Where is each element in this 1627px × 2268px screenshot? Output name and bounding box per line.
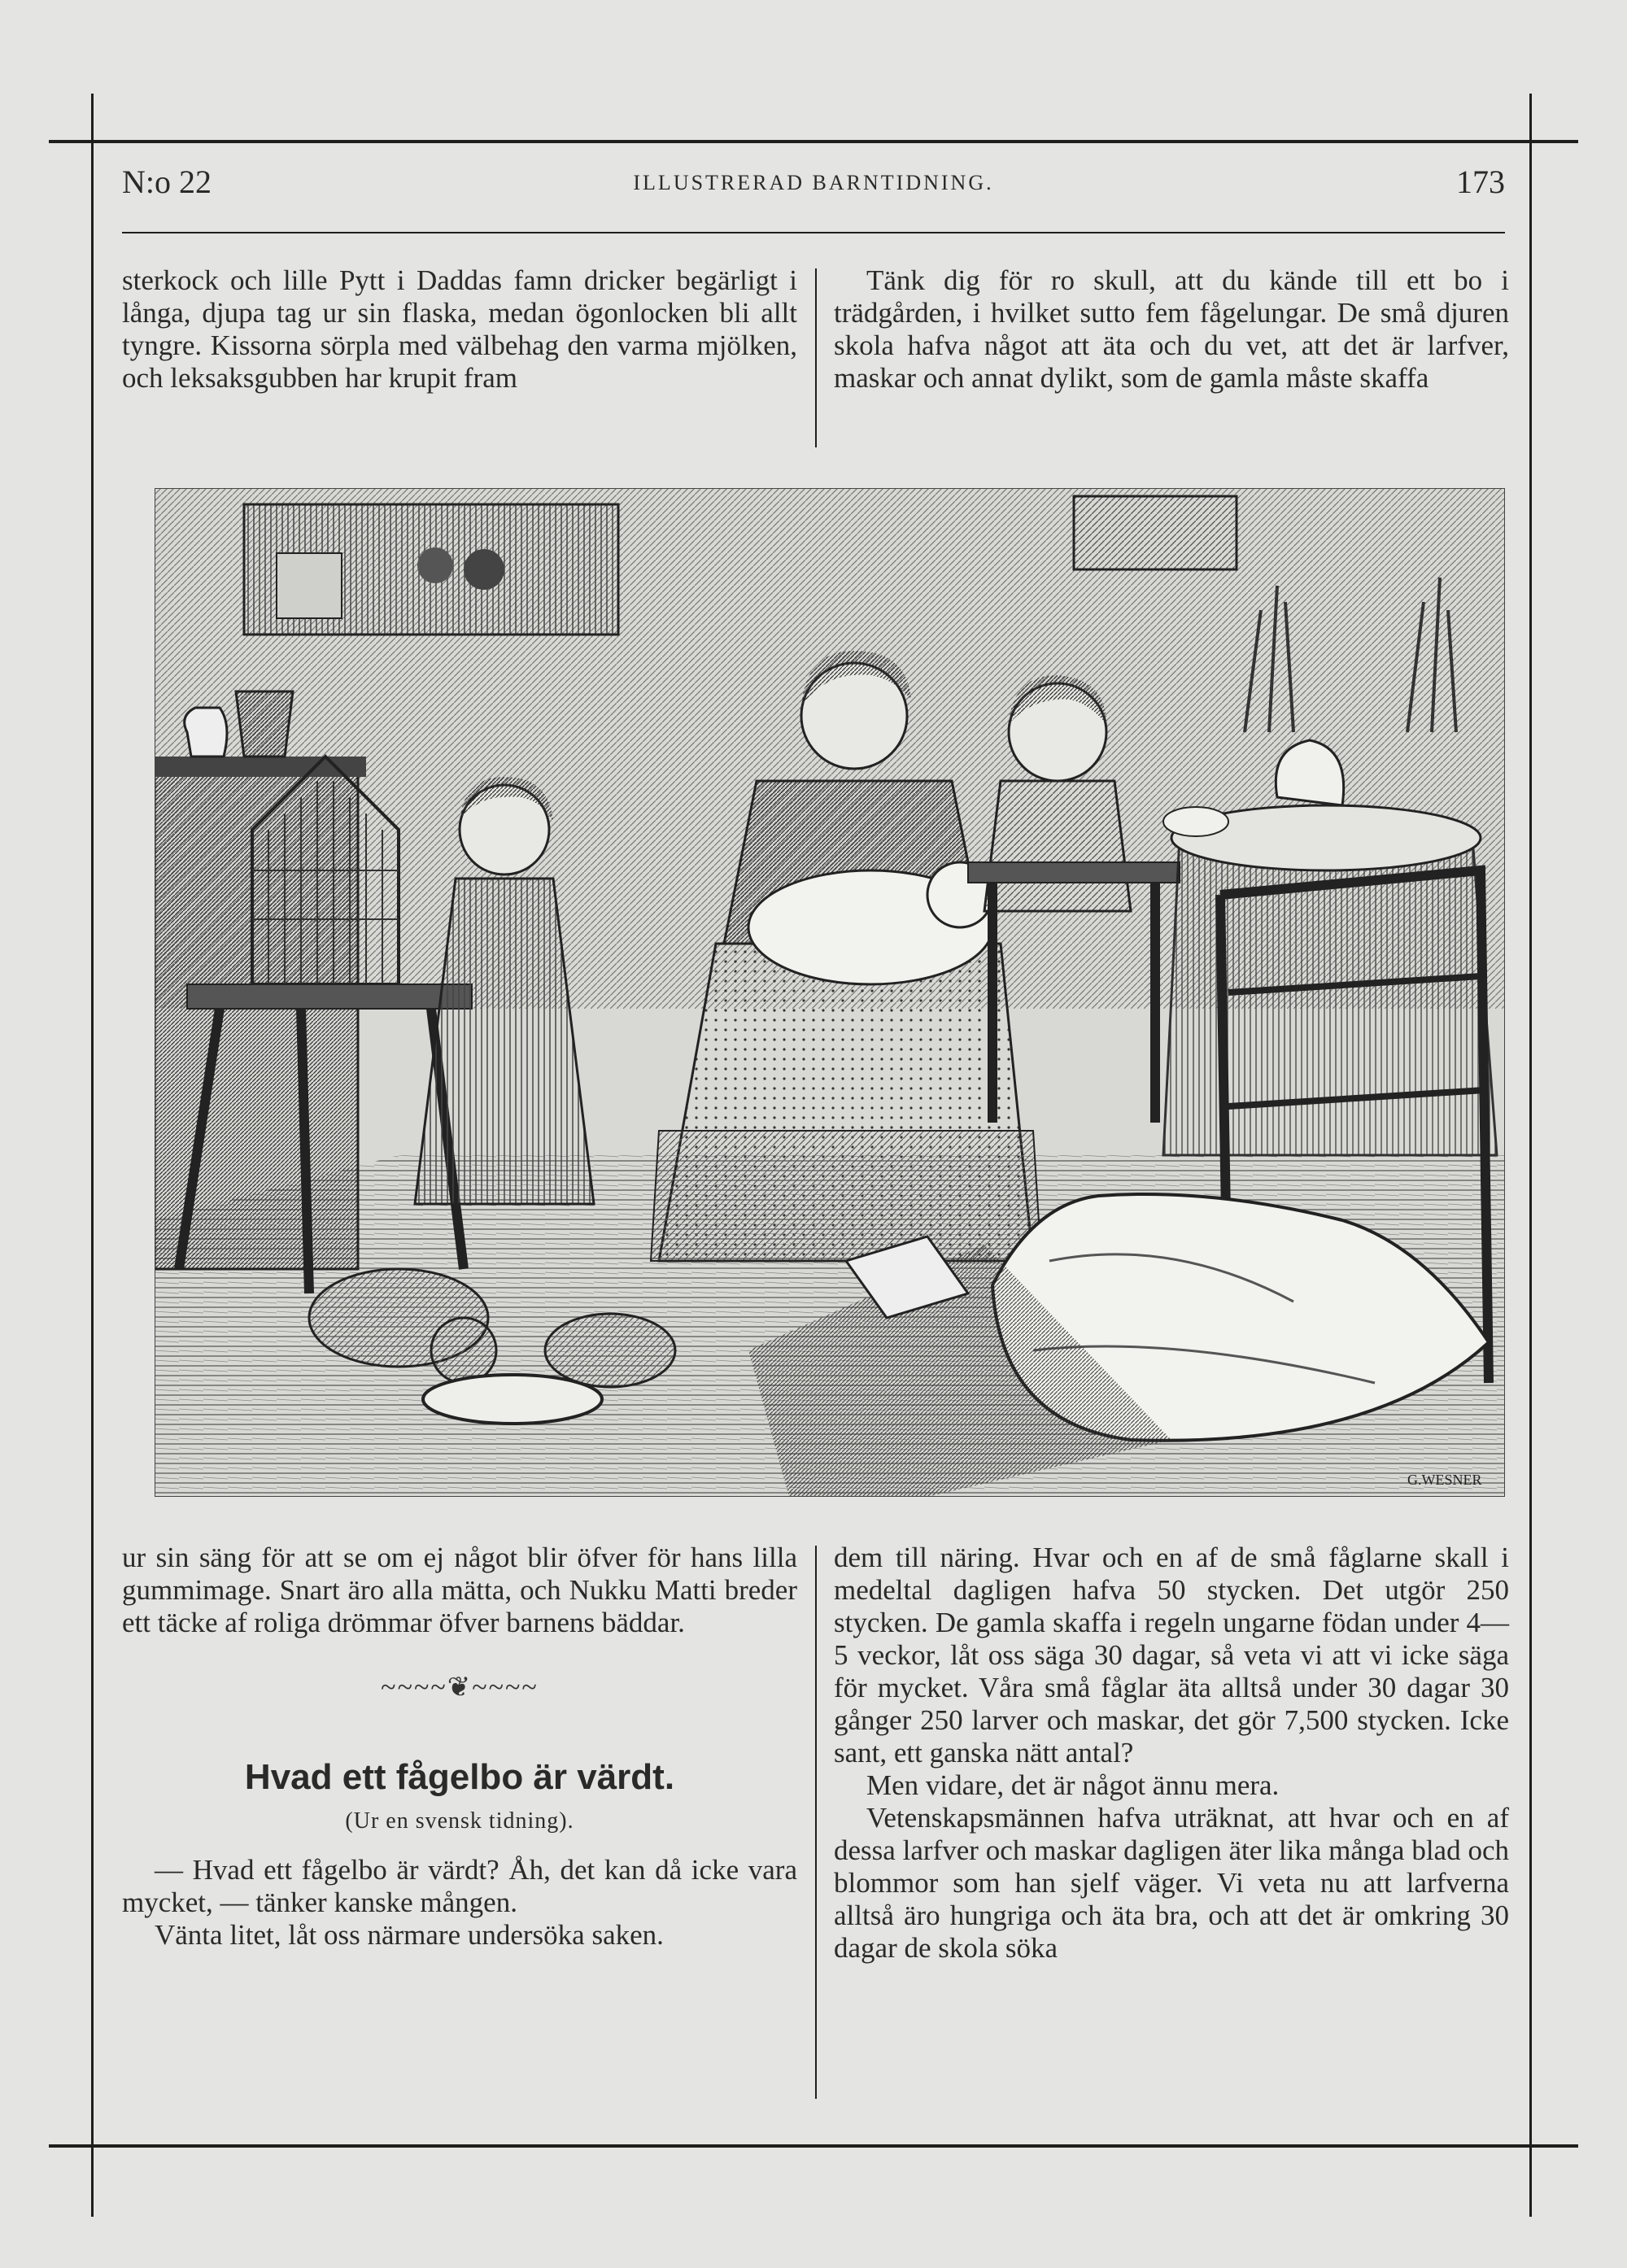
- dresser: [155, 765, 358, 1269]
- top-rule: [49, 140, 1578, 143]
- bottom-left-paragraph-2: — Hvad ett fågelbo är värdt? Åh, det kan då icke vara mycket, — tänker kanske mången.: [122, 1854, 797, 1918]
- top-right-text: Tänk dig för ro skull, att du kände till ett bo i trädgården, i hvilket sutto fem fågelungar. De små djuren skola hafva något att äta och du vet, att det är larfver, maskar och annat dylikt, som de gamla måste skaffa: [834, 264, 1509, 394]
- small-table: [968, 862, 1180, 883]
- milk-bowl: [423, 1375, 602, 1424]
- bottom-right-paragraph-2: Men vidare, det är något ännu mera.: [866, 1769, 1280, 1801]
- top-left-text: sterkock och lille Pytt i Daddas famn dricker begärligt i långa, djupa tag ur sin flaska, medan ögonlocken bli allt tyngre. Kissorna sörpla med välbehag den varma mjölken, och leksaksgubben har krupit fram: [122, 264, 797, 394]
- bottom-rule: [49, 2144, 1578, 2148]
- artist-signature: G.WESNER: [1407, 1472, 1482, 1488]
- bottom-column-divider: [815, 1546, 817, 2099]
- bottom-left-paragraph-1: ur sin säng för att se om ej något blir öfver för hans lilla gummimage. Snart äro alla mätta, och Nukku Matti breder ett täcke af roliga drömmar öfver barnens bäddar.: [122, 1542, 797, 1638]
- bottom-right-paragraph-1: dem till näring. Hvar och en af de små fåglarne skall i medeltal dagligen hafva 50 stycken. Det utgör 250 stycken. De gamla skaffa i regeln ungarne födan under 4—5 veckor, låt oss säga 30 dagar, så veta vi att vi icke säga för mycket. Våra små fåglar äta alltså under 30 dagar 30 gånger 250 larver och maskar, det gör 7,500 stycken. Icke sant, ett ganska nätt antal?: [834, 1542, 1509, 1769]
- issue-number: N:o 22: [122, 164, 212, 200]
- bottom-left-paragraph-3: Vänta litet, låt oss närmare undersöka saken.: [155, 1919, 664, 1951]
- stool: [187, 984, 472, 1009]
- page-number: 173: [1456, 164, 1505, 200]
- right-frame-line: [1529, 94, 1532, 2217]
- journal-title: ILLUSTRERAD BARNTIDNING.: [633, 171, 994, 194]
- top-column-divider: [815, 268, 817, 447]
- bottom-right-paragraph-3: Vetenskapsmännen hafva uträknat, att hvar och en af dessa larfver och maskar dagligen äter lika många blad och blommor som han sjelf väger. Vi veta nu att larfverna alltså äro hungriga och äta bra, och att det är omkring 30 dagar de skola söka: [834, 1802, 1509, 1964]
- article-source: (Ur en svensk tidning).: [345, 1808, 574, 1834]
- page-header: [122, 163, 1505, 212]
- header-rule: [122, 232, 1505, 233]
- bottom-right-column: [834, 1542, 1509, 1965]
- top-right-column: [834, 264, 1509, 395]
- window: [1074, 496, 1237, 569]
- left-frame-line: [91, 94, 94, 2217]
- bottom-left-column: [122, 1542, 797, 1952]
- top-left-column: [122, 264, 797, 395]
- article-title: Hvad ett fågelbo är värdt.: [244, 1757, 675, 1797]
- engraving-illustration: [155, 488, 1505, 1497]
- section-ornament: ~~~~❦~~~~: [381, 1673, 539, 1703]
